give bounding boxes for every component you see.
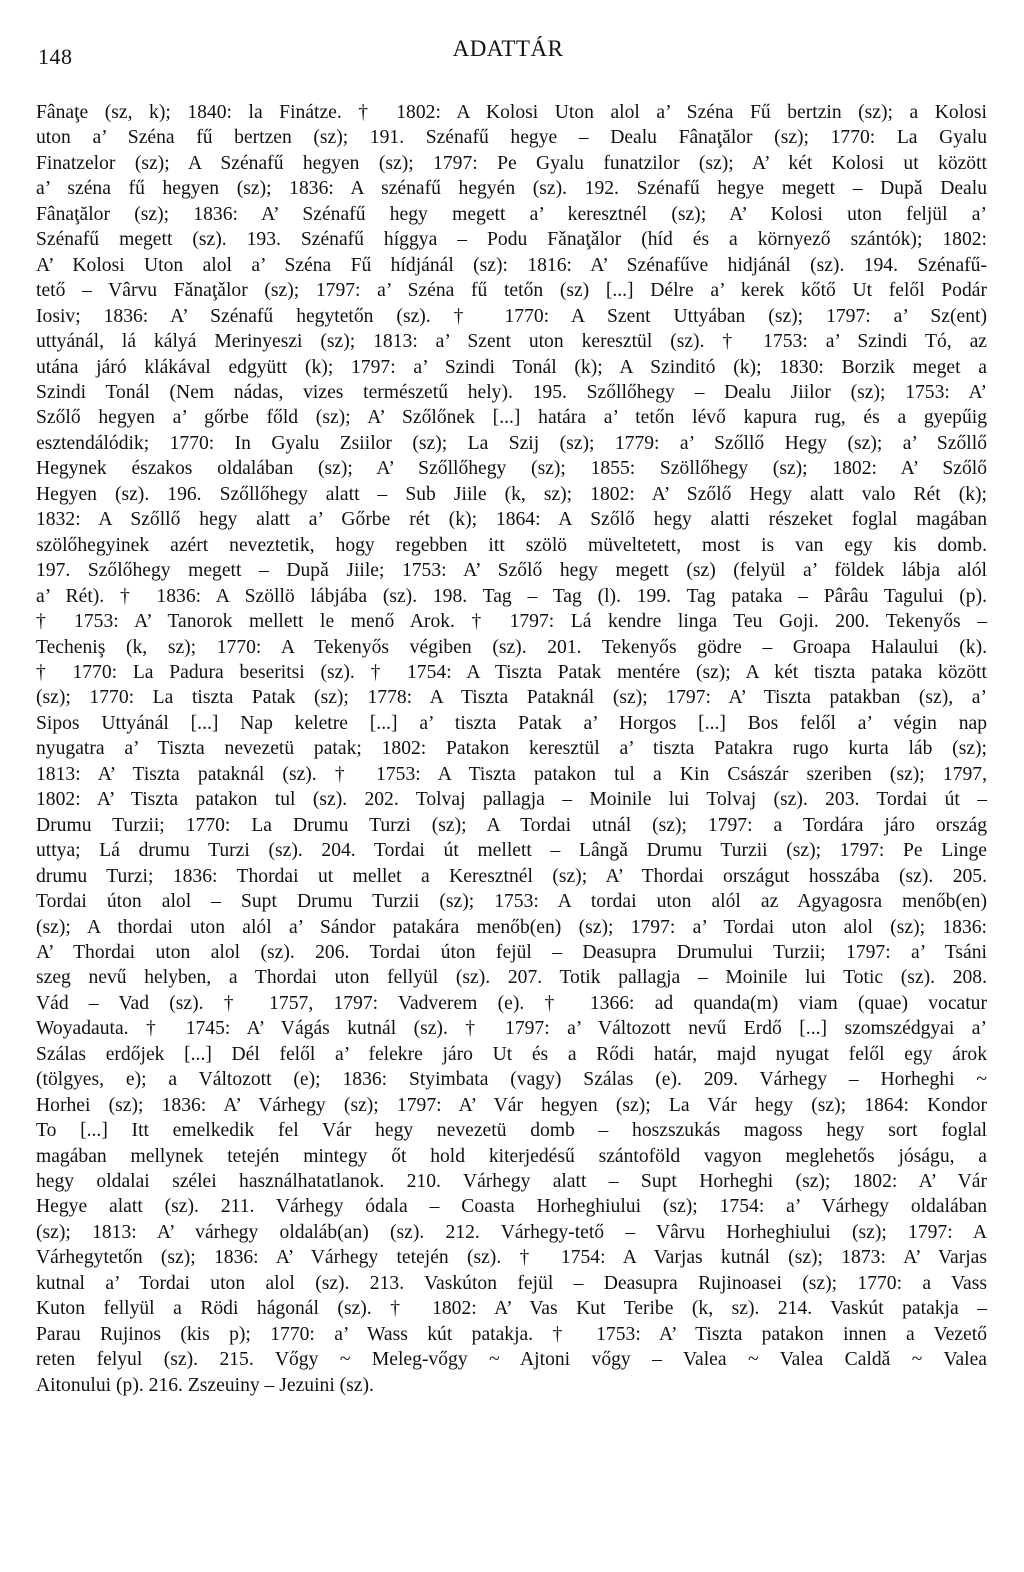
text-line: Techeniş (k, sz); 1770: A Tekenyős végiben (sz). 201. Tekenyős gödre – Groapa Halaului (k). (36, 636, 987, 658)
text-line: Vád – Vad (sz). † 1757, 1797: Vadverem (e). † 1366: ad quanda(m) viam (quae) vocatur (36, 992, 987, 1014)
text-line: 1813: A’ Tiszta pataknál (sz). † 1753: A Tiszta patakon tul a Kin Császár szeriben (sz); 1797, (36, 763, 987, 785)
text-line: To [...] Itt emelkedik fel Vár hegy nevezetü domb – hoszszukás magoss hegy sort foglal (36, 1120, 987, 1142)
text-line: 1832: A Szőllő hegy alatt a’ Gőrbe rét (k); 1864: A Szőlő hegy alatti részeket foglal magában (36, 509, 987, 531)
running-title: ADATTÁR (452, 36, 564, 61)
text-line: Hegyen (sz). 196. Szőllőhegy alatt – Sub Jiile (k, sz); 1802: A’ Szőlő Hegy alatt valo Rét (k); (36, 483, 987, 505)
text-line: magában mellynek tetején mintegy őt hold kiterjedésű szántoföld vagyon meglehetős jóságu, a (36, 1145, 987, 1167)
text-line: a’ széna fű hegyen (sz); 1836: A szénafű hegyén (sz). 192. Szénafű hegye megett – Dupǎ Dealu (36, 178, 987, 200)
text-line: Parau Rujinos (kis p); 1770: a’ Wass kút patakja. † 1753: A’ Tiszta patakon innen a Vezető (36, 1323, 987, 1345)
text-line: 1802: A’ Tiszta patakon tul (sz). 202. Tolvaj pallagja – Moinile lui Tolvaj (sz). 203. Tordai út – (36, 789, 987, 811)
text-line: 197. Szőlőhegy megett – Dupǎ Jiile; 1753: A’ Szőlő hegy megett (sz) (felyül a’ földek lábja alól (36, 560, 987, 582)
text-line: uton a’ Széna fű bertzen (sz); 191. Szénafű hegye – Dealu Fânaţălor (sz); 1770: La Gyalu (36, 127, 987, 149)
text-line: A’ Kolosi Uton alol a’ Széna Fű hídjánál (sz): 1816: A’ Szénafűve hidjánál (sz). 194. Szénafű- (36, 254, 987, 276)
text-line: Horhei (sz); 1836: A’ Várhegy (sz); 1797: A’ Vár hegyen (sz); La Vár hegy (sz); 1864: Kondor (36, 1094, 987, 1116)
text-line: Iosiv; 1836: A’ Szénafű hegytetőn (sz). † 1770: A Szent Uttyában (sz); 1797: a’ Sz(ent) (36, 305, 987, 327)
gazetteer-body-text (36, 100, 987, 1398)
text-line: Woyadauta. † 1745: A’ Vágás kutnál (sz). † 1797: a’ Változott nevű Erdő [...] szomszédgyai a’ (36, 1018, 987, 1040)
text-line: Fânaţălor (sz); 1836: A’ Szénafű hegy megett a’ keresztnél (sz); A’ Kolosi uton feljül a’ (36, 203, 987, 225)
text-line: Kuton fellyül a Rödi hágonál (sz). † 1802: A’ Vas Kut Teribe (k, sz). 214. Vaskút patakja – (36, 1298, 987, 1320)
text-line: Várhegytetőn (sz); 1836: A’ Várhegy tetején (sz). † 1754: A Varjas kutnál (sz); 1873: A’ Varjas (36, 1247, 987, 1269)
text-line: Szénafű megett (sz). 193. Szénafű híggya – Podu Fǎnaţǎlor (híd és a környező szántók); 1802: (36, 229, 987, 251)
text-line: Hegynek északos oldalában (sz); A’ Szőllőhegy (sz); 1855: Szöllőhegy (sz); 1802: A’ Szőlő (36, 458, 987, 480)
text-line: nyugatra a’ Tiszta nevezetü patak; 1802: Patakon keresztül a’ tiszta Patakra rugo kurta láb (sz); (36, 738, 987, 760)
text-line: uttyánál, lá kályá Merinyeszi (sz); 1813: a’ Szent uton keresztül (sz). † 1753: a’ Szindi Tó, az (36, 331, 987, 353)
text-line: szölőhegyinek azért neveztetik, hogy regebben itt szölö müveltetett, most is van egy kis domb. (36, 534, 987, 556)
text-line: hegy oldalai szélei használhatatlanok. 210. Várhegy alatt – Supt Horheghi (sz); 1802: A’ Vár (36, 1171, 987, 1193)
text-line: (tölgyes, e); a Változott (e); 1836: Styimbata (vagy) Szálas (e). 209. Várhegy – Horheghi ~ (36, 1069, 987, 1091)
text-line: uttya; Lá drumu Turzi (sz). 204. Tordai út mellett – Lângǎ Drumu Turzii (sz); 1797: Pe Linge (36, 840, 987, 862)
text-line: Fânaţe (sz, k); 1840: la Finátze. † 1802: A Kolosi Uton alol a’ Széna Fű bertzin (sz); a Kolosi (36, 102, 987, 123)
text-line: (sz); A thordai uton alól a’ Sándor patakára menőb(en) (sz); 1797: a’ Tordai uton alol (sz); 1836: (36, 916, 987, 938)
text-line: Finatzelor (sz); A Szénafű hegyen (sz); 1797: Pe Gyalu funatzilor (sz); A’ két Kolosi ut között (36, 152, 987, 174)
text-line: Drumu Turzii; 1770: La Drumu Turzi (sz); A Tordai utnál (sz); 1797: a Tordára járo ország (36, 814, 987, 836)
text-line: esztendálódik; 1770: In Gyalu Zsiilor (sz); La Szij (sz); 1779: a’ Szőllő Hegy (sz); a’ Szőllő (36, 432, 987, 454)
page-number: 148 (38, 44, 73, 69)
text-line: (sz); 1770: La tiszta Patak (sz); 1778: A Tiszta Pataknál (sz); 1797: A’ Tiszta patakban (sz), a’ (36, 687, 987, 709)
text-line: Tordai úton alol – Supt Drumu Turzii (sz); 1753: A tordai uton alól az Agyagosra menőb(en) (36, 891, 987, 913)
text-line: † 1770: La Padura beseritsi (sz). † 1754: A Tiszta Patak mentére (sz); A két tiszta pataka között (36, 661, 987, 683)
text-line: tető – Vârvu Fǎnaţǎlor (sz); 1797: a’ Széna fű tetőn (sz) [...] Délre a’ kerek kőtő Ut felől Podár (36, 280, 987, 302)
page-header (38, 36, 978, 76)
text-line: drumu Turzi; 1836: Thordai ut mellet a Keresztnél (sz); A’ Thordai országut hosszába (sz). 205. (36, 865, 987, 887)
text-line: Szindi Tonál (Nem nádas, vizes természetű hely). 195. Szőllőhegy – Dealu Jiilor (sz); 1753: A’ (36, 381, 987, 403)
text-line: a’ Rét). † 1836: A Szöllö lábjába (sz). 198. Tag – Tag (l). 199. Tag pataka – Pârâu Tagului (p). (36, 585, 987, 607)
text-line: Szőlő hegyen a’ gőrbe főld (sz); A’ Szőlőnek [...] határa a’ tetőn lévő kapura rug, és a gyepűig (36, 407, 987, 429)
text-line: reten felyul (sz). 215. Vőgy ~ Meleg-vőgy ~ Ajtoni vőgy – Valea ~ Valea Caldǎ ~ Valea (36, 1349, 987, 1371)
text-line: Szálas erdőjek [...] Dél felől a’ felekre járo Ut és a Rődi határ, majd nyugat felől egy árok (36, 1043, 987, 1065)
text-line: (sz); 1813: A’ várhegy oldaláb(an) (sz). 212. Várhegy-tető – Vârvu Horheghiului (sz); 1797: A (36, 1221, 987, 1243)
text-line: szeg nevű helyben, a Thordai uton fellyül (sz). 207. Totik pallagja – Moinile lui Totic (sz). 208. (36, 967, 987, 989)
text-line: kutnal a’ Tordai uton alol (sz). 213. Vaskúton fejül – Deasupra Rujinoasei (sz); 1770: a Vass (36, 1272, 987, 1294)
text-line: Aitonului (p). 216. Zszeuiny – Jezuini (sz). (36, 1374, 374, 1396)
text-line: A’ Thordai uton alol (sz). 206. Tordai úton fejül – Deasupra Drumului Turzii; 1797: a’ Tsáni (36, 941, 987, 963)
text-line: † 1753: A’ Tanorok mellett le menő Arok. † 1797: Lá kendre linga Teu Goji. 200. Tekenyős – (36, 611, 987, 633)
text-line: utána járó klákával edgyütt (k); 1797: a’ Szindi Tonál (k); A Szinditó (k); 1830: Borzik meget a (36, 356, 987, 378)
text-line: Sipos Uttyánál [...] Nap keletre [...] a’ tiszta Patak a’ Horgos [...] Bos felől a’ végin nap (36, 712, 987, 734)
text-line: Hegye alatt (sz). 211. Várhegy ódala – Coasta Horheghiului (sz); 1754: a’ Várhegy oldalában (36, 1196, 987, 1218)
